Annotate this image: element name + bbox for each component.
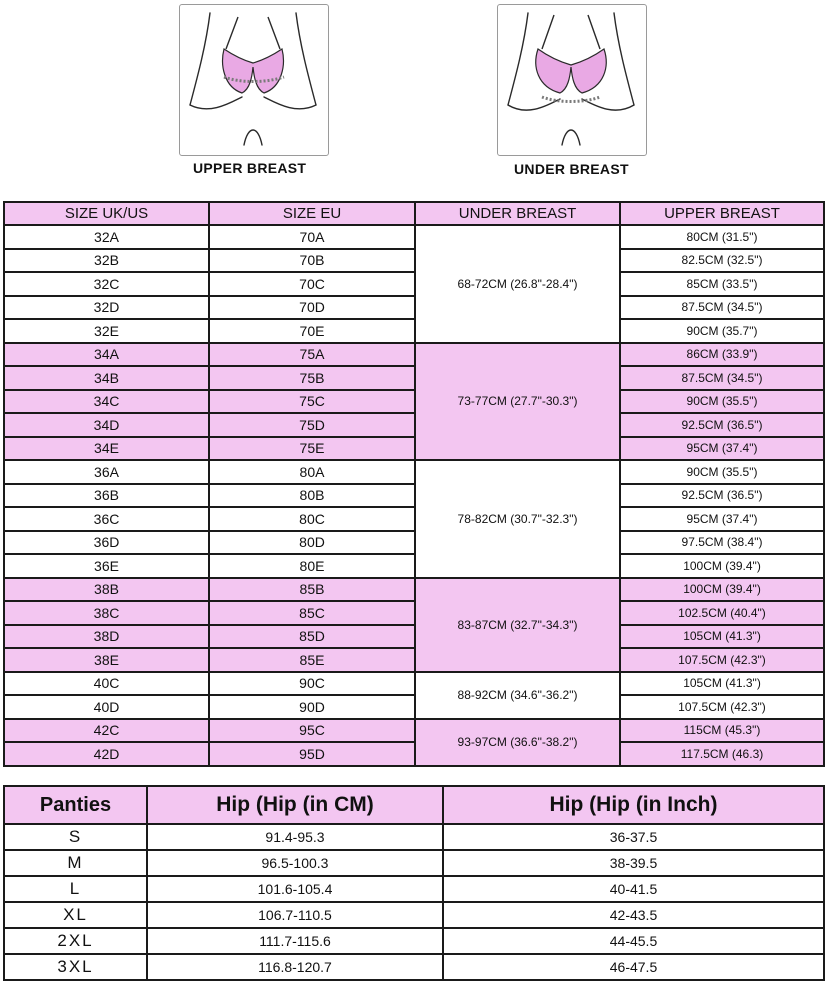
hip-inch-cell: 40-41.5 [443,876,824,902]
panties-size-cell: 3XL [4,954,147,980]
size-eu-cell: 80A [209,460,415,484]
hip-inch-cell: 46-47.5 [443,954,824,980]
table-row [4,249,824,273]
size-uk-us-cell: 38B [4,578,209,602]
under-breast-cell: 88-92CM (34.6"-36.2") [415,672,620,719]
header-hip-cm: Hip (Hip (in CM) [147,786,443,824]
under-breast-illustration [497,4,647,156]
size-eu-cell: 70C [209,272,415,296]
table-row [4,742,824,766]
upper-breast-cell: 92.5CM (36.5") [620,413,824,437]
size-uk-us-cell: 36A [4,460,209,484]
size-uk-us-cell: 42C [4,719,209,743]
upper-breast-cell: 115CM (45.3") [620,719,824,743]
upper-breast-illustration [179,4,329,156]
size-uk-us-cell: 36E [4,554,209,578]
size-uk-us-cell: 38D [4,625,209,649]
header-size-uk-us: SIZE UK/US [4,202,209,225]
size-uk-us-cell: 40C [4,672,209,696]
table-row [4,507,824,531]
upper-breast-cell: 90CM (35.7") [620,319,824,343]
size-eu-cell: 95D [209,742,415,766]
table-row [4,850,824,876]
hip-inch-cell: 38-39.5 [443,850,824,876]
under-breast-measure-icon [498,5,644,153]
table-row [4,648,824,672]
header-hip-inch: Hip (Hip (in Inch) [443,786,824,824]
size-eu-cell: 80B [209,484,415,508]
bra-table-header-row [4,202,824,225]
size-eu-cell: 70E [209,319,415,343]
upper-breast-cell: 86CM (33.9") [620,343,824,367]
size-uk-us-cell: 34A [4,343,209,367]
upper-breast-cell: 87.5CM (34.5") [620,366,824,390]
size-uk-us-cell: 38C [4,601,209,625]
table-row [4,343,824,367]
hip-cm-cell: 101.6-105.4 [147,876,443,902]
hip-inch-cell: 36-37.5 [443,824,824,850]
size-uk-us-cell: 34B [4,366,209,390]
size-eu-cell: 85C [209,601,415,625]
size-eu-cell: 80E [209,554,415,578]
panties-table-header-row [4,786,824,824]
table-row [4,390,824,414]
header-panties: Panties [4,786,147,824]
bra-size-table [3,201,825,767]
upper-breast-cell: 95CM (37.4") [620,437,824,461]
upper-breast-cell: 85CM (33.5") [620,272,824,296]
panties-size-cell: XL [4,902,147,928]
table-row [4,437,824,461]
under-breast-cell: 68-72CM (26.8"-28.4") [415,225,620,343]
table-row [4,225,824,249]
size-uk-us-cell: 34D [4,413,209,437]
size-eu-cell: 70A [209,225,415,249]
size-eu-cell: 85B [209,578,415,602]
table-row [4,902,824,928]
upper-breast-cell: 90CM (35.5") [620,390,824,414]
upper-breast-cell: 107.5CM (42.3") [620,695,824,719]
panties-size-table [3,785,825,981]
size-uk-us-cell: 32B [4,249,209,273]
size-uk-us-cell: 32D [4,296,209,320]
size-uk-us-cell: 32C [4,272,209,296]
table-row [4,601,824,625]
table-row [4,413,824,437]
upper-breast-measure-icon [180,5,326,153]
table-row [4,296,824,320]
upper-breast-cell: 80CM (31.5") [620,225,824,249]
table-row [4,876,824,902]
size-uk-us-cell: 42D [4,742,209,766]
table-row [4,824,824,850]
table-row [4,460,824,484]
upper-breast-caption: UPPER BREAST [193,160,307,176]
size-eu-cell: 75A [209,343,415,367]
table-row [4,554,824,578]
size-eu-cell: 95C [209,719,415,743]
size-uk-us-cell: 34E [4,437,209,461]
size-uk-us-cell: 32E [4,319,209,343]
table-row [4,272,824,296]
upper-breast-cell: 92.5CM (36.5") [620,484,824,508]
panties-size-cell: 2XL [4,928,147,954]
table-row [4,672,824,696]
upper-breast-cell: 90CM (35.5") [620,460,824,484]
size-eu-cell: 85E [209,648,415,672]
upper-breast-cell: 100CM (39.4") [620,554,824,578]
table-row [4,578,824,602]
size-eu-cell: 80D [209,531,415,555]
hip-inch-cell: 42-43.5 [443,902,824,928]
table-row [4,719,824,743]
size-uk-us-cell: 32A [4,225,209,249]
table-row [4,531,824,555]
table-row [4,695,824,719]
size-uk-us-cell: 38E [4,648,209,672]
table-row [4,625,824,649]
size-eu-cell: 80C [209,507,415,531]
hip-inch-cell: 44-45.5 [443,928,824,954]
size-eu-cell: 75D [209,413,415,437]
hip-cm-cell: 111.7-115.6 [147,928,443,954]
size-uk-us-cell: 36B [4,484,209,508]
table-row [4,484,824,508]
hip-cm-cell: 96.5-100.3 [147,850,443,876]
hip-cm-cell: 91.4-95.3 [147,824,443,850]
size-eu-cell: 90D [209,695,415,719]
size-uk-us-cell: 36D [4,531,209,555]
under-breast-cell: 73-77CM (27.7"-30.3") [415,343,620,461]
header-size-eu: SIZE EU [209,202,415,225]
size-eu-cell: 85D [209,625,415,649]
header-upper-breast: UPPER BREAST [620,202,824,225]
table-row [4,954,824,980]
under-breast-cell: 83-87CM (32.7"-34.3") [415,578,620,672]
upper-breast-cell: 105CM (41.3") [620,672,824,696]
upper-breast-cell: 87.5CM (34.5") [620,296,824,320]
upper-breast-cell: 107.5CM (42.3") [620,648,824,672]
size-eu-cell: 75E [209,437,415,461]
header-under-breast: UNDER BREAST [415,202,620,225]
hip-cm-cell: 116.8-120.7 [147,954,443,980]
upper-breast-cell: 117.5CM (46.3) [620,742,824,766]
size-eu-cell: 75C [209,390,415,414]
size-eu-cell: 70B [209,249,415,273]
upper-breast-cell: 105CM (41.3") [620,625,824,649]
under-breast-cell: 93-97CM (36.6"-38.2") [415,719,620,766]
size-eu-cell: 90C [209,672,415,696]
size-uk-us-cell: 36C [4,507,209,531]
panties-size-cell: L [4,876,147,902]
panties-size-cell: S [4,824,147,850]
hip-cm-cell: 106.7-110.5 [147,902,443,928]
size-uk-us-cell: 34C [4,390,209,414]
under-breast-caption: UNDER BREAST [514,161,629,177]
upper-breast-cell: 100CM (39.4") [620,578,824,602]
size-eu-cell: 75B [209,366,415,390]
size-eu-cell: 70D [209,296,415,320]
size-uk-us-cell: 40D [4,695,209,719]
table-row [4,319,824,343]
upper-breast-cell: 97.5CM (38.4") [620,531,824,555]
upper-breast-cell: 82.5CM (32.5") [620,249,824,273]
table-row [4,928,824,954]
panties-size-cell: M [4,850,147,876]
upper-breast-cell: 102.5CM (40.4") [620,601,824,625]
upper-breast-cell: 95CM (37.4") [620,507,824,531]
table-row [4,366,824,390]
under-breast-cell: 78-82CM (30.7"-32.3") [415,460,620,578]
